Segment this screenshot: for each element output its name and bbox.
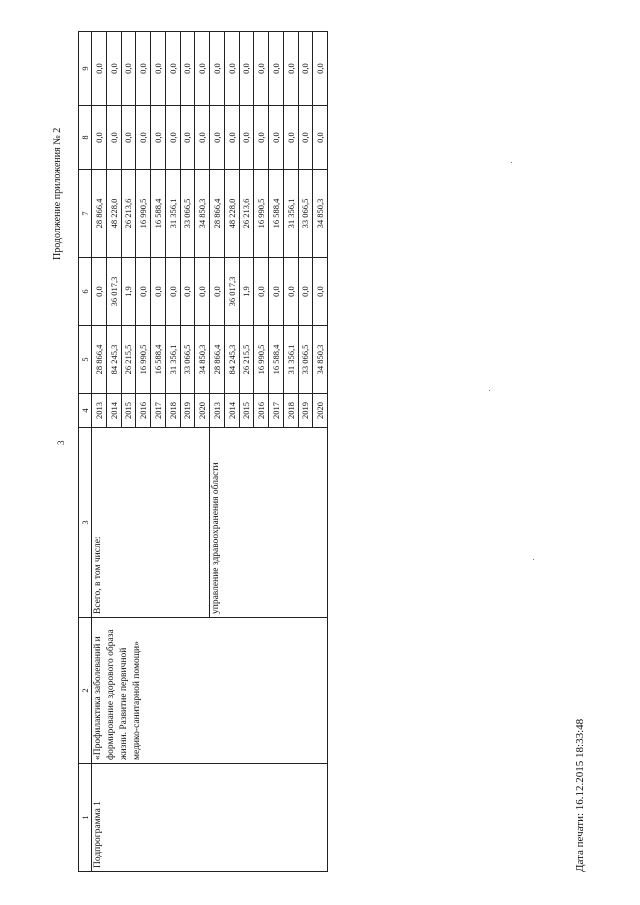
- value-cell: 84 245,3: [224, 326, 239, 394]
- value-cell: 0,0: [92, 106, 107, 170]
- value-cell: 0,0: [224, 32, 239, 106]
- value-cell: 28 866,4: [210, 326, 225, 394]
- financing-table: [78, 31, 328, 872]
- subprogram-name-cell: «Профилактика заболеваний и формирование здорового образа жизни. Развитие первичной медико-санитарной помощи»: [92, 618, 328, 764]
- year-cell: 2018: [165, 394, 180, 428]
- value-cell: 1,9: [239, 258, 254, 326]
- value-cell: 16 588,4: [151, 170, 166, 258]
- value-cell: 0,0: [269, 106, 284, 170]
- value-cell: 0,0: [92, 32, 107, 106]
- year-cell: 2014: [106, 394, 121, 428]
- table-body: [92, 32, 328, 872]
- value-cell: 34 850,3: [195, 170, 210, 258]
- year-cell: 2015: [121, 394, 136, 428]
- value-cell: 0,0: [210, 32, 225, 106]
- appendix-title: Продолжение приложения № 2: [52, 127, 63, 260]
- year-cell: 2016: [136, 394, 151, 428]
- year-cell: 2019: [180, 394, 195, 428]
- value-cell: 28 866,4: [92, 170, 107, 258]
- value-cell: 0,0: [254, 32, 269, 106]
- value-cell: 31 356,1: [283, 326, 298, 394]
- year-cell: 2015: [239, 394, 254, 428]
- header-cell: 5: [79, 326, 92, 394]
- header-cell: 3: [79, 428, 92, 618]
- value-cell: 0,0: [180, 106, 195, 170]
- value-cell: 0,0: [195, 106, 210, 170]
- year-cell: 2017: [269, 394, 284, 428]
- value-cell: 31 356,1: [283, 170, 298, 258]
- value-cell: 0,0: [224, 106, 239, 170]
- header-cell: 9: [79, 32, 92, 106]
- value-cell: 0,0: [298, 258, 313, 326]
- year-cell: 2020: [195, 394, 210, 428]
- value-cell: 36 017,3: [106, 258, 121, 326]
- value-cell: 0,0: [239, 106, 254, 170]
- value-cell: 0,0: [106, 106, 121, 170]
- value-cell: 26 213,6: [121, 170, 136, 258]
- value-cell: 16 990,5: [136, 170, 151, 258]
- year-cell: 2018: [283, 394, 298, 428]
- value-cell: 0,0: [283, 258, 298, 326]
- value-cell: 0,0: [283, 32, 298, 106]
- value-cell: 36 017,3: [224, 258, 239, 326]
- year-cell: 2016: [254, 394, 269, 428]
- value-cell: 0,0: [121, 106, 136, 170]
- year-cell: 2019: [298, 394, 313, 428]
- value-cell: 16 990,5: [254, 326, 269, 394]
- subprogram-cell: Подпрограмма 1: [92, 764, 328, 872]
- value-cell: 33 066,5: [180, 170, 195, 258]
- value-cell: 16 990,5: [136, 326, 151, 394]
- value-cell: 33 066,5: [180, 326, 195, 394]
- value-cell: 26 213,6: [239, 170, 254, 258]
- value-cell: 0,0: [165, 32, 180, 106]
- value-cell: 28 866,4: [92, 326, 107, 394]
- year-cell: 2014: [224, 394, 239, 428]
- value-cell: 0,0: [151, 258, 166, 326]
- value-cell: 16 588,4: [269, 326, 284, 394]
- value-cell: 0,0: [195, 258, 210, 326]
- value-cell: 0,0: [298, 32, 313, 106]
- value-cell: 16 990,5: [254, 170, 269, 258]
- value-cell: 0,0: [254, 258, 269, 326]
- year-cell: 2013: [92, 394, 107, 428]
- value-cell: 33 066,5: [298, 326, 313, 394]
- value-cell: 28 866,4: [210, 170, 225, 258]
- value-cell: 31 356,1: [165, 326, 180, 394]
- scan-speck: [489, 390, 490, 391]
- value-cell: 0,0: [92, 258, 107, 326]
- value-cell: 34 850,3: [195, 326, 210, 394]
- value-cell: 34 850,3: [313, 326, 328, 394]
- value-cell: 34 850,3: [313, 170, 328, 258]
- year-cell: 2020: [313, 394, 328, 428]
- value-cell: 0,0: [254, 106, 269, 170]
- value-cell: 0,0: [298, 106, 313, 170]
- header-cell: 4: [79, 394, 92, 428]
- page-number: 3: [56, 440, 66, 445]
- value-cell: 0,0: [180, 258, 195, 326]
- value-cell: 0,0: [210, 106, 225, 170]
- scan-speck: [533, 559, 534, 560]
- value-cell: 48 228,0: [106, 170, 121, 258]
- header-cell: 7: [79, 170, 92, 258]
- value-cell: 0,0: [151, 32, 166, 106]
- value-cell: 26 215,5: [121, 326, 136, 394]
- header-cell: 8: [79, 106, 92, 170]
- value-cell: 0,0: [136, 106, 151, 170]
- table-row: [92, 32, 107, 872]
- value-cell: 0,0: [210, 258, 225, 326]
- header-cell: 6: [79, 258, 92, 326]
- value-cell: 0,0: [106, 32, 121, 106]
- value-cell: 0,0: [195, 32, 210, 106]
- value-cell: 0,0: [121, 32, 136, 106]
- year-cell: 2017: [151, 394, 166, 428]
- header-row: [79, 32, 92, 872]
- value-cell: 31 356,1: [165, 170, 180, 258]
- header-cell: 2: [79, 618, 92, 764]
- value-cell: 0,0: [283, 106, 298, 170]
- value-cell: 0,0: [136, 258, 151, 326]
- value-cell: 48 228,0: [224, 170, 239, 258]
- value-cell: 0,0: [165, 106, 180, 170]
- value-cell: 0,0: [165, 258, 180, 326]
- executor-cell: Всего, в том числе:: [92, 428, 210, 618]
- value-cell: 0,0: [313, 106, 328, 170]
- value-cell: 0,0: [313, 258, 328, 326]
- value-cell: 0,0: [151, 106, 166, 170]
- value-cell: 0,0: [239, 32, 254, 106]
- financing-table-container: [78, 32, 328, 872]
- value-cell: 0,0: [313, 32, 328, 106]
- executor-cell: управление здравоохранения области: [210, 428, 328, 618]
- value-cell: 26 215,5: [239, 326, 254, 394]
- print-date: Дата печати: 16.12.2015 18:33:48: [574, 718, 586, 872]
- header-cell: 1: [79, 764, 92, 872]
- value-cell: 1,9: [121, 258, 136, 326]
- value-cell: 16 588,4: [269, 170, 284, 258]
- value-cell: 0,0: [136, 32, 151, 106]
- scan-speck: [511, 162, 512, 163]
- value-cell: 33 066,5: [298, 170, 313, 258]
- value-cell: 84 245,3: [106, 326, 121, 394]
- value-cell: 0,0: [269, 258, 284, 326]
- value-cell: 0,0: [269, 32, 284, 106]
- value-cell: 16 588,4: [151, 326, 166, 394]
- year-cell: 2013: [210, 394, 225, 428]
- value-cell: 0,0: [180, 32, 195, 106]
